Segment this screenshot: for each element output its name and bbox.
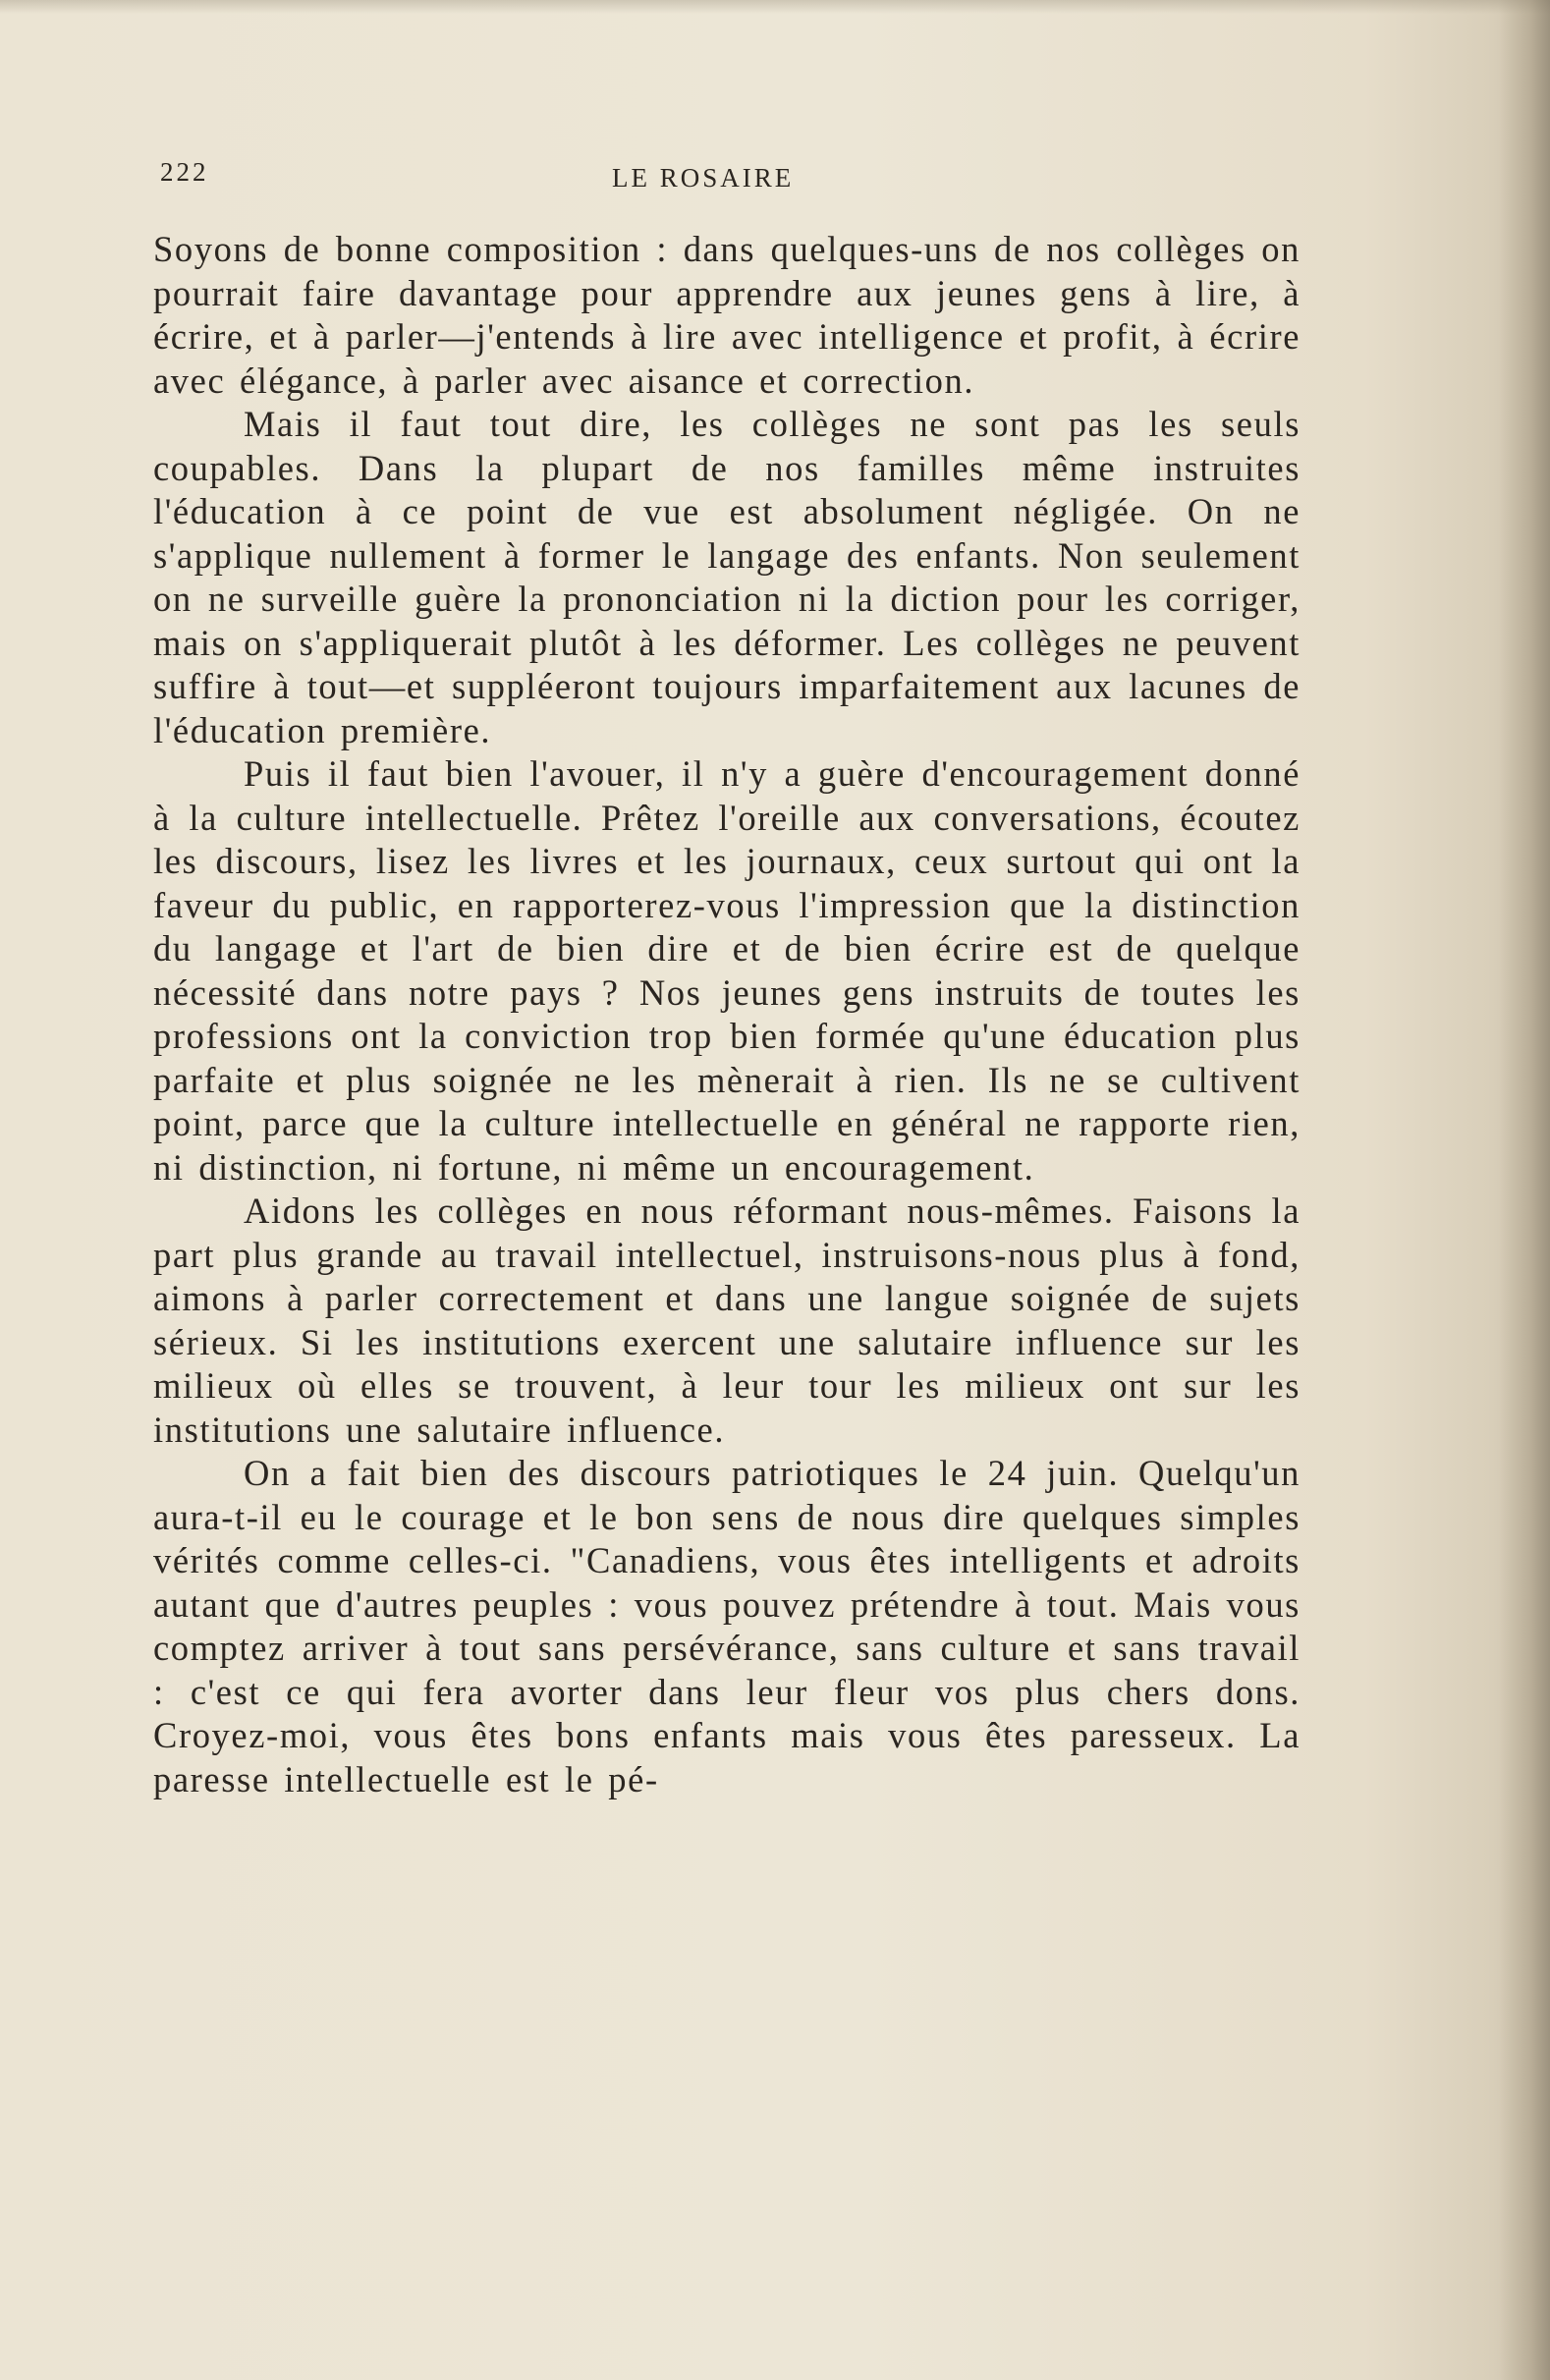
paragraph: Mais il faut tout dire, les collèges ne sont pas les seuls coupables. Dans la plupart de nos familles même instruites l'éducation à ce point de vue est absolument négligée. On ne s'applique nullement à former le langage des enfants. Non seulement on ne surveille guère la prononciation ni la diction pour les corriger, mais on s'appliquerait plutôt à les déformer. Les collèges ne peuvent suffire à tout—et suppléeront toujours imparfaitement aux lacunes de l'éducation première.: [153, 404, 1301, 750]
paragraph: Aidons les collèges en nous réformant nous-mêmes. Faisons la part plus grande au travail intellectuel, instruisons-nous plus à fond, aimons à parler correctement et dans une langue soignée de sujets sérieux. Si les institutions exercent une salutaire influence sur les milieux où elles se trouvent, à leur tour les milieux ont sur les institutions une salutaire influence.: [153, 1190, 1301, 1450]
body-text: [153, 228, 1301, 1801]
paragraph: On a fait bien des discours patriotiques le 24 juin. Quelqu'un aura-t-il eu le courage et le bon sens de nous dire quelques simples vérités comme celles-ci. "Canadiens, vous êtes intelligents et adroits autant que d'autres peuples : vous pouvez prétendre à tout. Mais vous comptez arriver à tout sans persévérance, sans culture et sans travail : c'est ce qui fera avorter dans leur fleur vos plus chers dons. Croyez-moi, vous êtes bons enfants mais vous êtes paresseux. La paresse intellectuelle est le pé-: [153, 1453, 1301, 1799]
page-number: 222: [160, 157, 209, 187]
running-header: [160, 157, 1300, 196]
page-top-shadow: [0, 0, 1550, 14]
paragraph: Soyons de bonne composition : dans quelques-uns de nos collèges on pourrait faire davantage pour apprendre aux jeunes gens à lire, à écrire, et à parler—j'entends à lire avec intelligence et profit, à écrire avec élégance, à parler avec aisance et correction.: [153, 229, 1301, 401]
page-gutter-shadow: [1499, 0, 1550, 2380]
running-title: LE ROSAIRE: [612, 163, 795, 193]
paragraph: Puis il faut bien l'avouer, il n'y a guère d'encouragement donné à la culture intellectuelle. Prêtez l'oreille aux conversations, écoutez les discours, lisez les livres et les journaux, ceux surtout qui ont la faveur du public, en rapporterez-vous l'impression que la distinction du langage et l'art de bien dire et de bien écrire est de quelque nécessité dans notre pays ? Nos jeunes gens instruits de toutes les professions ont la conviction trop bien formée qu'une éducation plus parfaite et plus soignée ne les mènerait à rien. Ils ne se cultivent point, parce que la culture intellectuelle en général ne rapporte rien, ni distinction, ni fortune, ni même un encouragement.: [153, 753, 1301, 1188]
